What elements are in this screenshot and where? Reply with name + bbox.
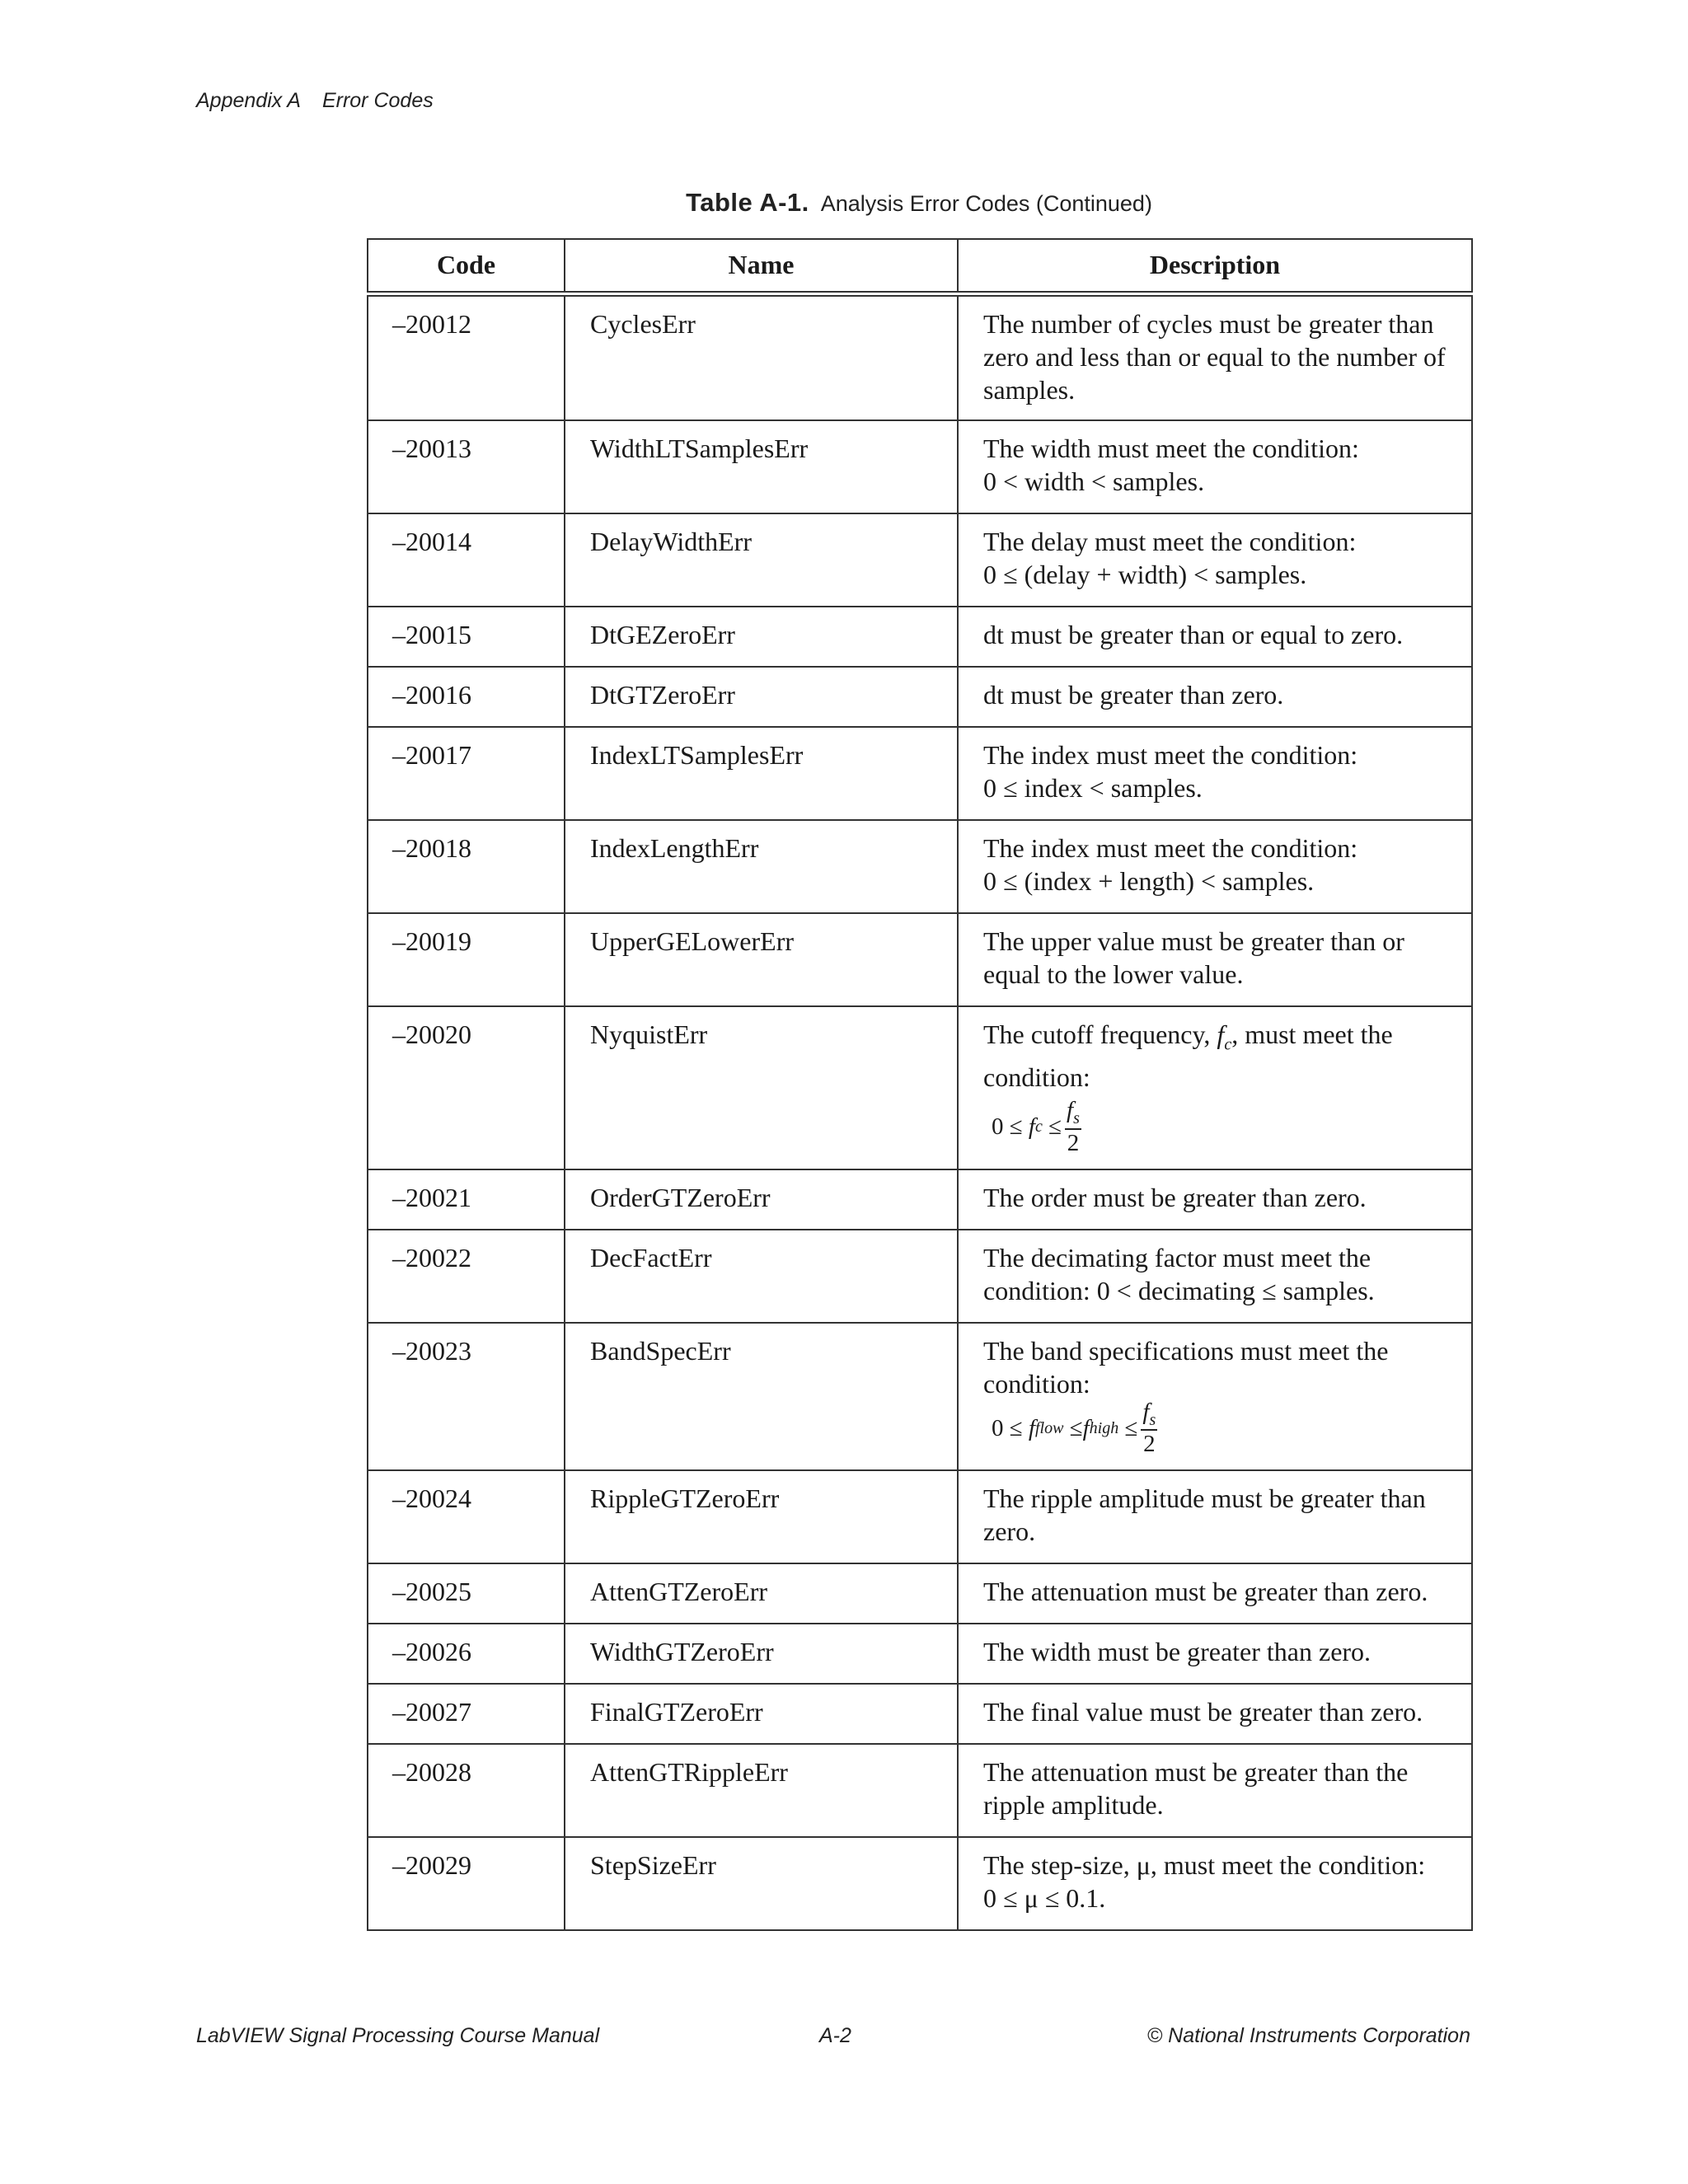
error-name: UpperGELowerErr <box>565 913 958 1006</box>
table-row <box>368 727 1472 820</box>
column-header-code: Code <box>368 239 565 293</box>
error-code: –20015 <box>368 607 565 667</box>
table-caption <box>367 188 1471 218</box>
error-name: CyclesErr <box>565 293 958 420</box>
error-code: –20019 <box>368 913 565 1006</box>
table-row <box>368 913 1472 1006</box>
table-caption-title: Analysis Error Codes (Continued) <box>820 191 1152 216</box>
error-description: The order must be greater than zero. <box>958 1169 1472 1230</box>
error-name: AttenGTRippleErr <box>565 1744 958 1837</box>
error-code: –20020 <box>368 1006 565 1169</box>
fraction: $\frac{f_s}{2}$ <box>1067 1096 1080 1156</box>
running-header <box>196 89 434 113</box>
error-description: The upper value must be greater than or equal to the lower value. <box>958 913 1472 1006</box>
footer-page-number: A-2 <box>819 2024 851 2047</box>
error-description: dt must be greater than or equal to zero. <box>958 607 1472 667</box>
table-row <box>368 1169 1472 1230</box>
table-header-row <box>368 239 1472 293</box>
table-row <box>368 1684 1472 1744</box>
error-code: –20029 <box>368 1837 565 1930</box>
error-code: –20017 <box>368 727 565 820</box>
error-name: BandSpecErr <box>565 1323 958 1471</box>
description-line: The width must meet the condition: <box>983 433 1359 463</box>
error-name: IndexLengthErr <box>565 820 958 913</box>
error-description <box>958 513 1472 607</box>
column-header-description: Description <box>958 239 1472 293</box>
error-name: OrderGTZeroErr <box>565 1169 958 1230</box>
description-condition: 0 ≤ index < samples. <box>983 772 1203 803</box>
description-condition: 0 ≤ μ ≤ 0.1. <box>983 1883 1106 1914</box>
header-appendix: Appendix A <box>196 89 301 112</box>
error-codes-table <box>367 238 1473 1931</box>
table-row <box>368 1837 1472 1930</box>
error-code: –20026 <box>368 1624 565 1684</box>
error-code: –20012 <box>368 293 565 420</box>
error-code: –20021 <box>368 1169 565 1230</box>
error-description: dt must be greater than zero. <box>958 667 1472 727</box>
error-name: DtGTZeroErr <box>565 667 958 727</box>
table-row <box>368 1006 1472 1169</box>
table-row <box>368 1563 1472 1624</box>
fc-symbol: $f_c$ <box>1217 1019 1232 1053</box>
description-line: The index must meet the condition: <box>983 739 1358 770</box>
description-condition: 0 ≤ (index + length) < samples. <box>983 865 1315 896</box>
description-condition: 0 ≤ (delay + width) < samples. <box>983 559 1307 589</box>
table-row <box>368 293 1472 420</box>
error-code: –20022 <box>368 1230 565 1323</box>
error-description: The final value must be greater than zero. <box>958 1684 1472 1744</box>
error-name: NyquistErr <box>565 1006 958 1169</box>
description-line: The step-size, μ, must meet the condition: <box>983 1850 1426 1881</box>
error-description: The decimating factor must meet the condition: 0 < decimating ≤ samples. <box>958 1230 1472 1323</box>
description-condition: 0 < width < samples. <box>983 466 1205 496</box>
table-row <box>368 1624 1472 1684</box>
error-code: –20016 <box>368 667 565 727</box>
error-code: –20028 <box>368 1744 565 1837</box>
error-description: The ripple amplitude must be greater than zero. <box>958 1470 1472 1563</box>
error-name: StepSizeErr <box>565 1837 958 1930</box>
error-description <box>958 1323 1472 1471</box>
error-name: WidthGTZeroErr <box>565 1624 958 1684</box>
error-description <box>958 1837 1472 1930</box>
table-row <box>368 1744 1472 1837</box>
error-name: WidthLTSamplesErr <box>565 420 958 513</box>
table-row <box>368 420 1472 513</box>
error-name: AttenGTZeroErr <box>565 1563 958 1624</box>
error-description <box>958 820 1472 913</box>
footer-copyright: © National Instruments Corporation <box>1146 2024 1470 2047</box>
error-description <box>958 727 1472 820</box>
description-line: The delay must meet the condition: <box>983 526 1357 556</box>
footer-manual-title: LabVIEW Signal Processing Course Manual <box>196 2024 600 2047</box>
error-description: The number of cycles must be greater than zero and less than or equal to the number of samples. <box>958 293 1472 420</box>
error-name: DecFactErr <box>565 1230 958 1323</box>
header-chapter: Error Codes <box>321 89 434 112</box>
error-code: –20013 <box>368 420 565 513</box>
table-row <box>368 1323 1472 1471</box>
table-row <box>368 820 1472 913</box>
table-row <box>368 1230 1472 1323</box>
nyquist-formula: 0 ≤ f c ≤ $\frac{f_s}{2}$ <box>992 1096 1080 1156</box>
error-name: DelayWidthErr <box>565 513 958 607</box>
table-caption-label: Table A-1. <box>686 188 809 217</box>
error-description <box>958 420 1472 513</box>
table-row <box>368 607 1472 667</box>
band-formula: 0 ≤ f flow ≤ f high ≤ $\frac{f_s}{2}$ <box>992 1398 1156 1458</box>
column-header-name: Name <box>565 239 958 293</box>
error-name: IndexLTSamplesErr <box>565 727 958 820</box>
description-text: The band specifications must meet the condition: <box>983 1335 1389 1399</box>
description-line: The index must meet the condition: <box>983 832 1358 863</box>
error-code: –20014 <box>368 513 565 607</box>
error-description: The width must be greater than zero. <box>958 1624 1472 1684</box>
error-code: –20023 <box>368 1323 565 1471</box>
error-name: FinalGTZeroErr <box>565 1684 958 1744</box>
error-name: DtGEZeroErr <box>565 607 958 667</box>
table-row <box>368 667 1472 727</box>
table-row <box>368 1470 1472 1563</box>
error-description <box>958 1006 1472 1169</box>
description-text: The cutoff frequency, $f_c$, must meet the condition: <box>983 1019 1393 1092</box>
error-code: –20027 <box>368 1684 565 1744</box>
error-code: –20024 <box>368 1470 565 1563</box>
error-code: –20018 <box>368 820 565 913</box>
error-description: The attenuation must be greater than zero. <box>958 1563 1472 1624</box>
fraction: $\frac{f_s}{2}$ <box>1142 1398 1156 1458</box>
error-description: The attenuation must be greater than the ripple amplitude. <box>958 1744 1472 1837</box>
error-code: –20025 <box>368 1563 565 1624</box>
error-name: RippleGTZeroErr <box>565 1470 958 1563</box>
table-row <box>368 513 1472 607</box>
